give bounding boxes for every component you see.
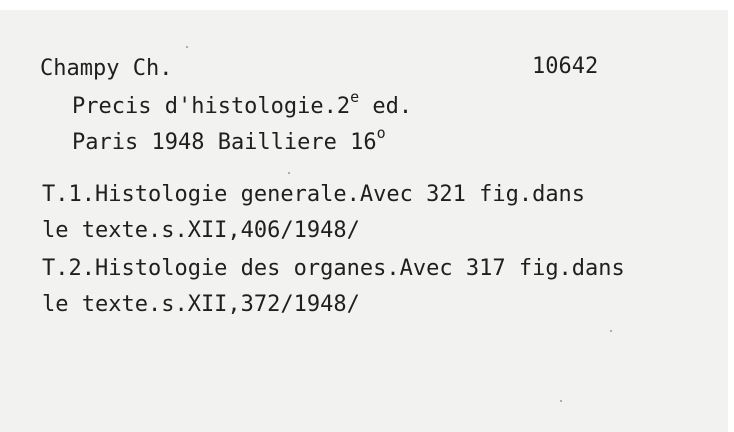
volume-1-line-2: le texte.s.XII,406/1948/	[42, 218, 360, 243]
volume-2-line-2: le texte.s.XII,372/1948/	[42, 292, 360, 317]
paper-speck	[288, 172, 290, 174]
book-title	[72, 88, 413, 119]
edition-superscript: e	[350, 88, 360, 106]
card-top-edge	[0, 0, 734, 10]
volume-1-line-1: T.1.Histologie generale.Avec 321 fig.dans	[42, 182, 586, 207]
format-superscript: o	[376, 124, 386, 142]
author-name: Champy Ch.	[40, 56, 173, 81]
paper-speck	[610, 330, 612, 332]
imprint	[72, 124, 386, 155]
card-right-edge	[728, 0, 734, 432]
title-text: Precis d'histologie.2	[72, 94, 351, 119]
edition-text: ed.	[359, 94, 413, 119]
volume-2-line-1: T.2.Histologie des organes.Avec 317 fig.dans	[42, 256, 625, 281]
imprint-text: Paris 1948 Bailliere 16	[72, 130, 377, 155]
call-number: 10642	[532, 54, 599, 79]
paper-speck	[560, 400, 562, 402]
paper-speck	[186, 46, 188, 48]
